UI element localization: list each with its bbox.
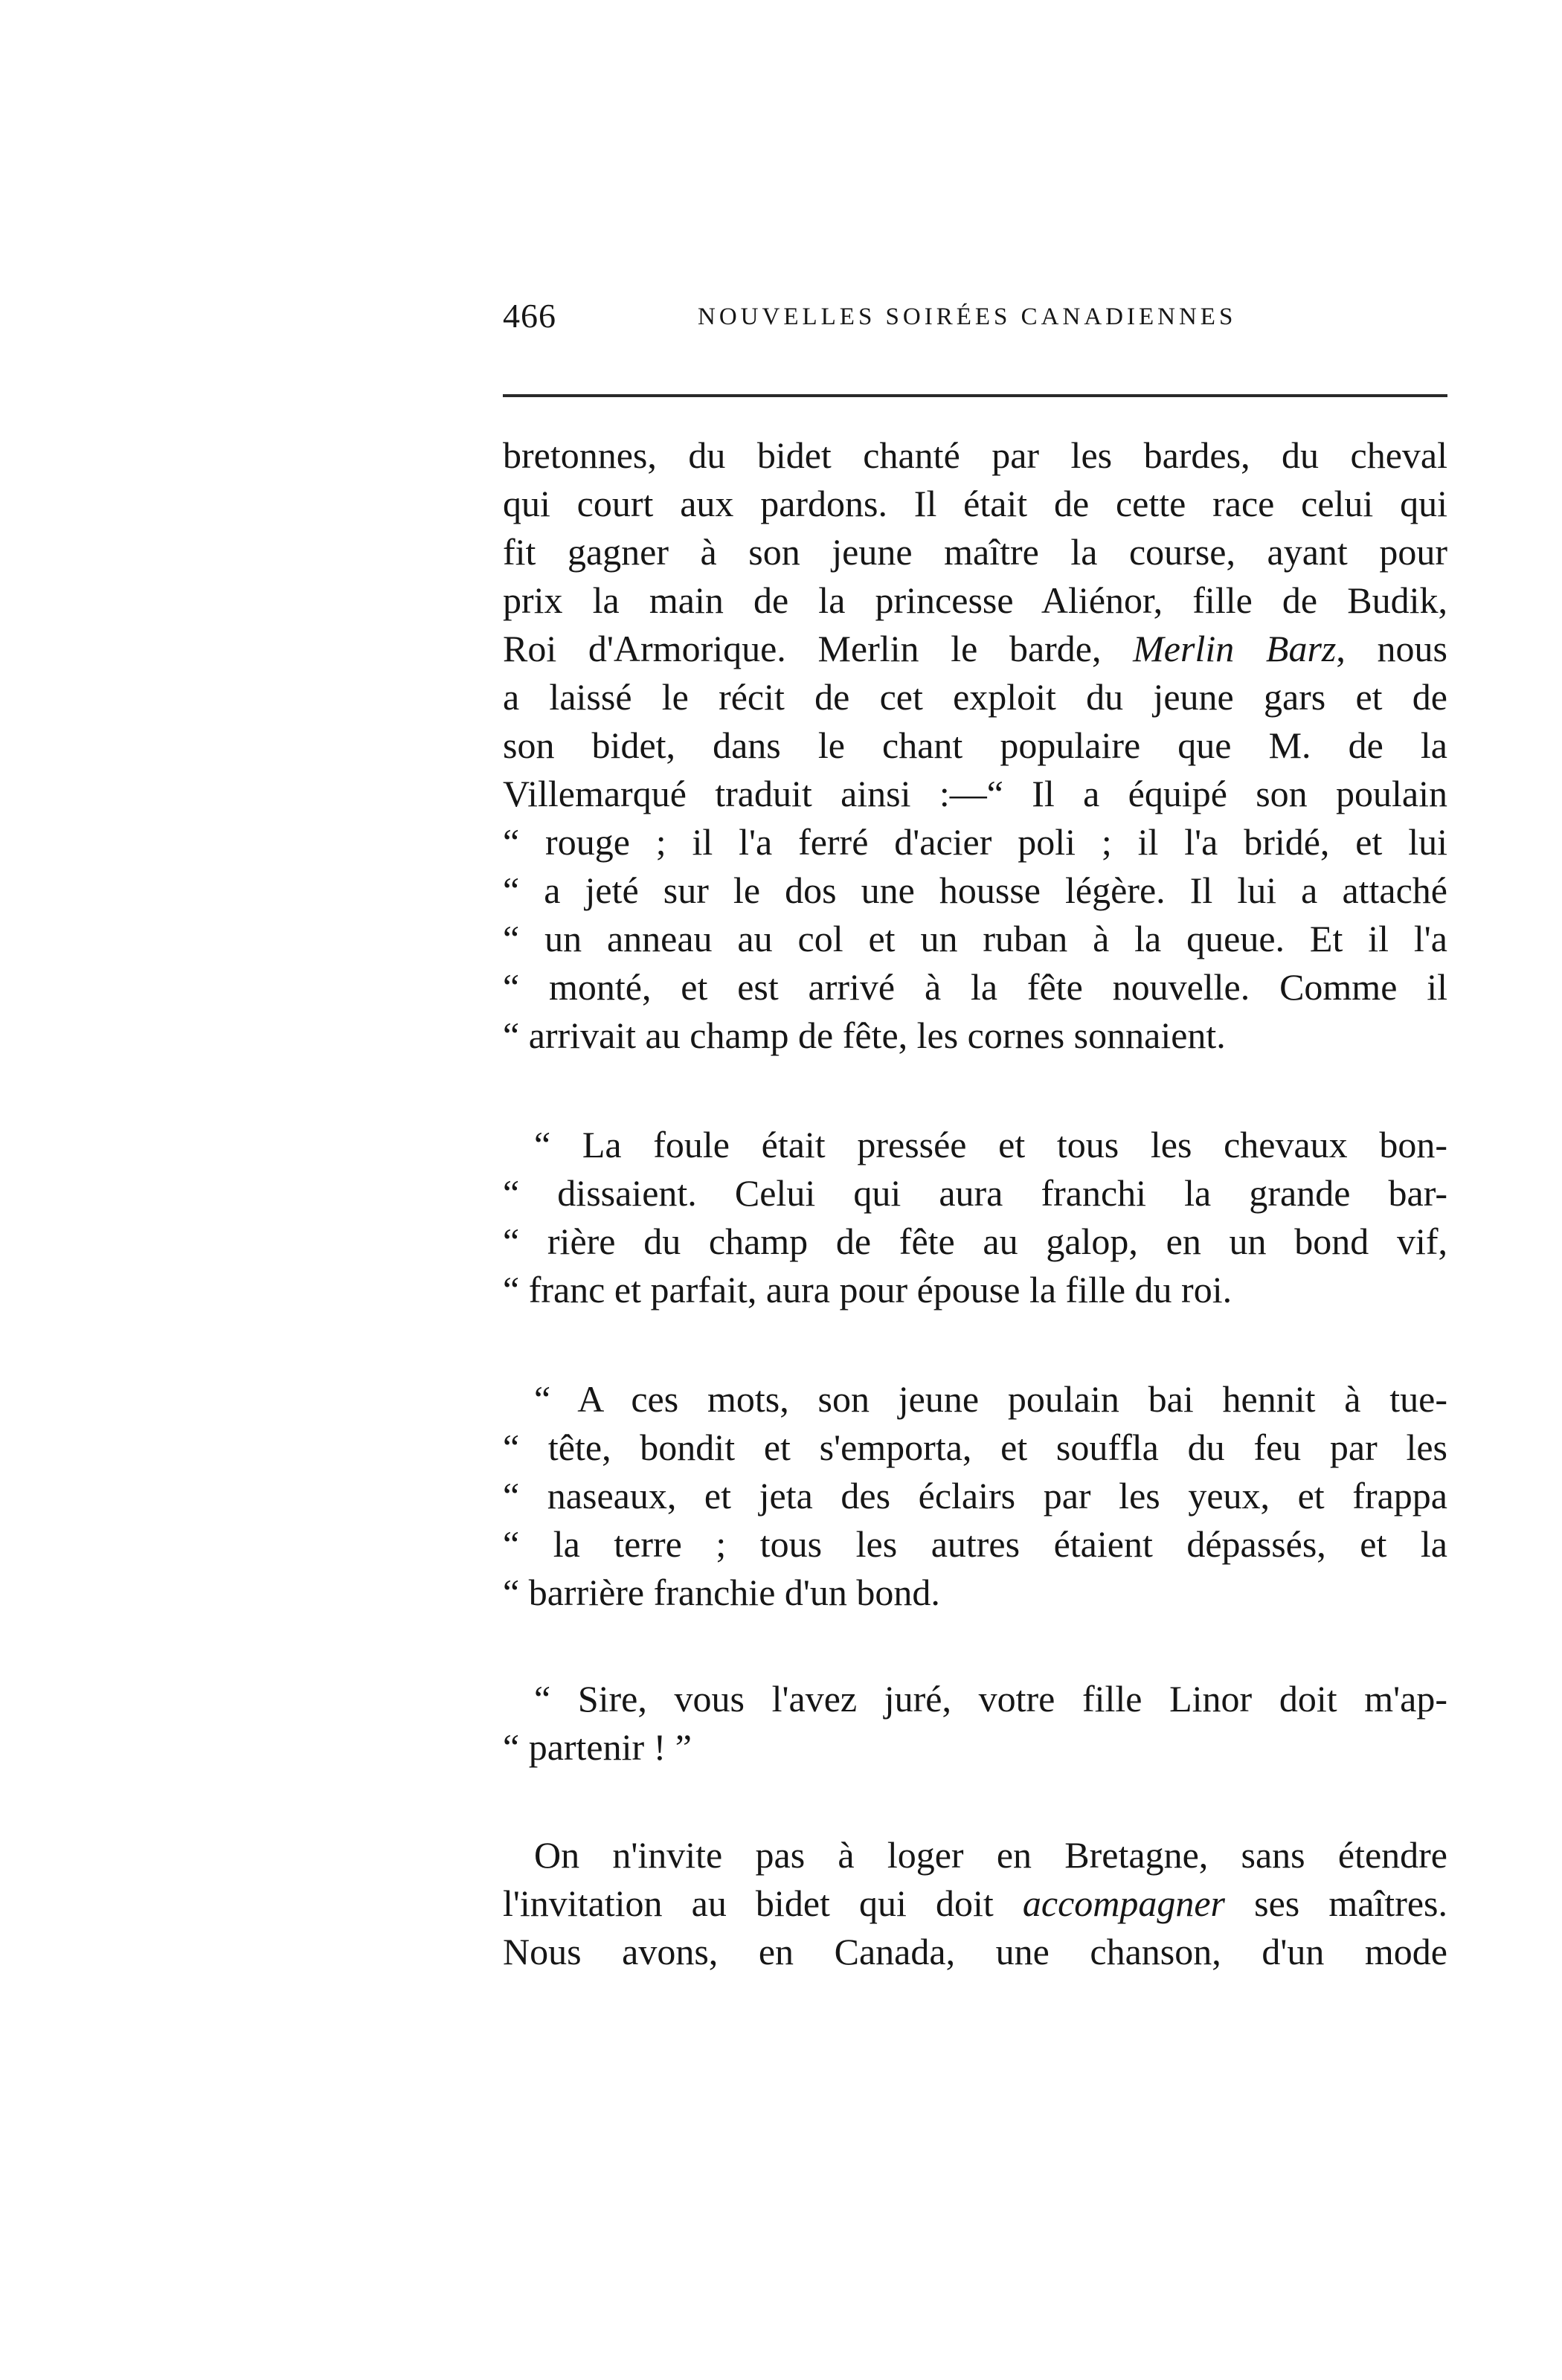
text-line: “ A ces mots, son jeune poulain bai hennit à tue- [534,1378,1447,1420]
text-line: Nous avons, en Canada, une chanson, d'un mode [503,1931,1447,1972]
text-line: qui court aux pardons. Il était de cette race celui qui [503,483,1447,524]
paragraph-5 [503,1831,1447,1976]
text-line: “ La foule était pressée et tous les chevaux bon- [534,1124,1447,1165]
text-line: “ Sire, vous l'avez juré, votre fille Linor doit m'ap- [534,1678,1447,1720]
text-line: “ un anneau au col et un ruban à la queue. Et il l'a [503,918,1447,959]
text-line: “ dissaient. Celui qui aura franchi la grande bar- [503,1172,1447,1214]
running-title: NOUVELLES SOIRÉES CANADIENNES [698,303,1237,330]
text-line: “ naseaux, et jeta des éclairs par les yeux, et frappa [503,1475,1447,1517]
text-line: “ arrivait au champ de fête, les cornes sonnaient. [503,1014,1226,1056]
paragraph-2 [503,1121,1447,1314]
text-line: “ rière du champ de fête au galop, en un bond vif, [503,1220,1447,1262]
paragraph-4 [503,1675,1447,1772]
paragraph-3 [503,1375,1447,1617]
page-number: 466 [503,297,556,335]
header-rule [503,394,1447,397]
text-line: a laissé le récit de cet exploit du jeune gars et de [503,676,1447,718]
text-line: l'invitation au bidet qui doit accompagner ses maîtres. [503,1882,1447,1924]
text-line: “ barrière franchie d'un bond. [503,1572,940,1613]
page-header [503,296,1447,341]
text-line: Roi d'Armorique. Merlin le barde, Merlin Barz, nous [503,628,1447,669]
text-line: prix la main de la princesse Aliénor, fille de Budik, [503,579,1447,621]
text-line: “ rouge ; il l'a ferré d'acier poli ; il l'a bridé, et lui [503,821,1447,863]
text-line: “ a jeté sur le dos une housse légère. Il lui a attaché [503,869,1447,911]
text-line: “ tête, bondit et s'emporta, et souffla du feu par les [503,1427,1447,1468]
text-line: bretonnes, du bidet chanté par les bardes, du cheval [503,434,1447,476]
text-line: On n'invite pas à loger en Bretagne, sans étendre [534,1834,1447,1876]
text-line: “ monté, et est arrivé à la fête nouvelle. Comme il [503,966,1447,1008]
text-line: “ la terre ; tous les autres étaient dépassés, et la [503,1523,1447,1565]
text-line: fit gagner à son jeune maître la course, ayant pour [503,531,1447,573]
body-text [503,431,1447,1976]
text-line: “ franc et parfait, aura pour épouse la fille du roi. [503,1269,1232,1310]
text-line: “ partenir ! ” [503,1726,692,1768]
text-line: Villemarqué traduit ainsi :—“ Il a équipé son poulain [503,773,1447,814]
paragraph-1 [503,431,1447,1060]
text-line: son bidet, dans le chant populaire que M. de la [503,724,1447,766]
